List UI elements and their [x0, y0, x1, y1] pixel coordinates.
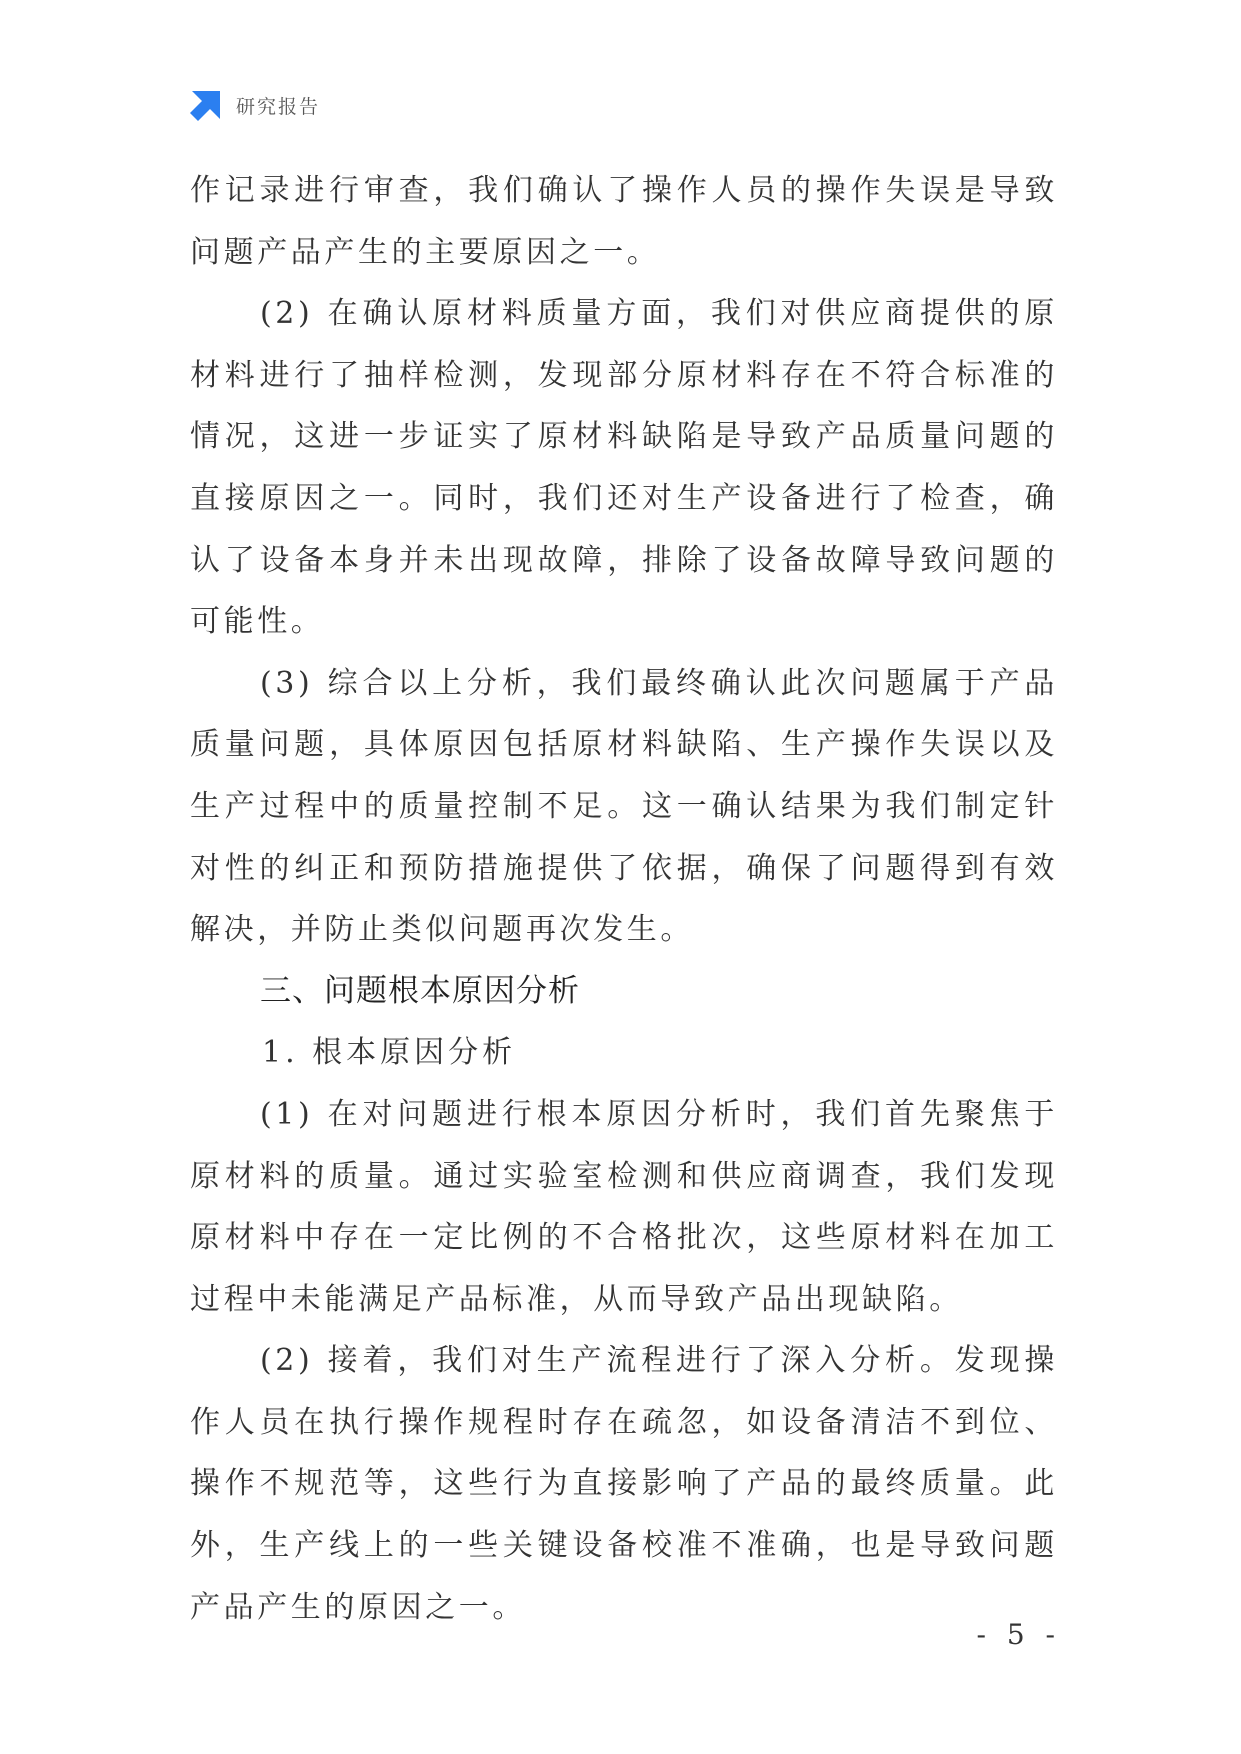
page-number: - 5 - — [976, 1618, 1061, 1651]
paragraph-item-3: (3) 综合以上分析，我们最终确认此次问题属于产品质量问题，具体原因包括原材料缺陷、生产操作失误以及生产过程中的质量控制不足。这一确认结果为我们制定针对性的纠正和预防措施提供了依据，确保了问题得到有效解决，并防止类似问题再次发生。 — [190, 665, 1058, 948]
arrow-up-right-icon — [190, 89, 222, 121]
section-heading: 三、问题根本原因分析 — [260, 972, 580, 1009]
paragraph-continuation: 作记录进行审查，我们确认了操作人员的操作失误是导致问题产品产生的主要原因之一。 — [190, 173, 1058, 270]
paragraph-root-cause-1: (1) 在对问题进行根本原因分析时，我们首先聚焦于原材料的质量。通过实验室检测和供应商调查，我们发现原材料中存在一定比例的不合格批次，这些原材料在加工过程中未能满足产品标准，从而导致产品出现缺陷。 — [190, 1096, 1058, 1317]
page-header — [190, 88, 320, 122]
paragraph-item-2: (2) 在确认原材料质量方面，我们对供应商提供的原材料进行了抽样检测，发现部分原材料存在不符合标准的情况，这进一步证实了原材料缺陷是导致产品质量问题的直接原因之一。同时，我们还对生产设备进行了检查，确认了设备本身并未出现故障，排除了设备故障导致问题的可能性。 — [190, 296, 1058, 640]
subsection-heading: 1. 根本原因分析 — [262, 1035, 517, 1071]
document-body — [190, 160, 1058, 1638]
header-title: 研究报告 — [236, 95, 321, 118]
paragraph-root-cause-2: (2) 接着，我们对生产流程进行了深入分析。发现操作人员在执行操作规程时存在疏忽，如设备清洁不到位、操作不规范等，这些行为直接影响了产品的最终质量。此外，生产线上的一些关键设备校准不准确，也是导致问题产品产生的原因之一。 — [190, 1343, 1058, 1625]
